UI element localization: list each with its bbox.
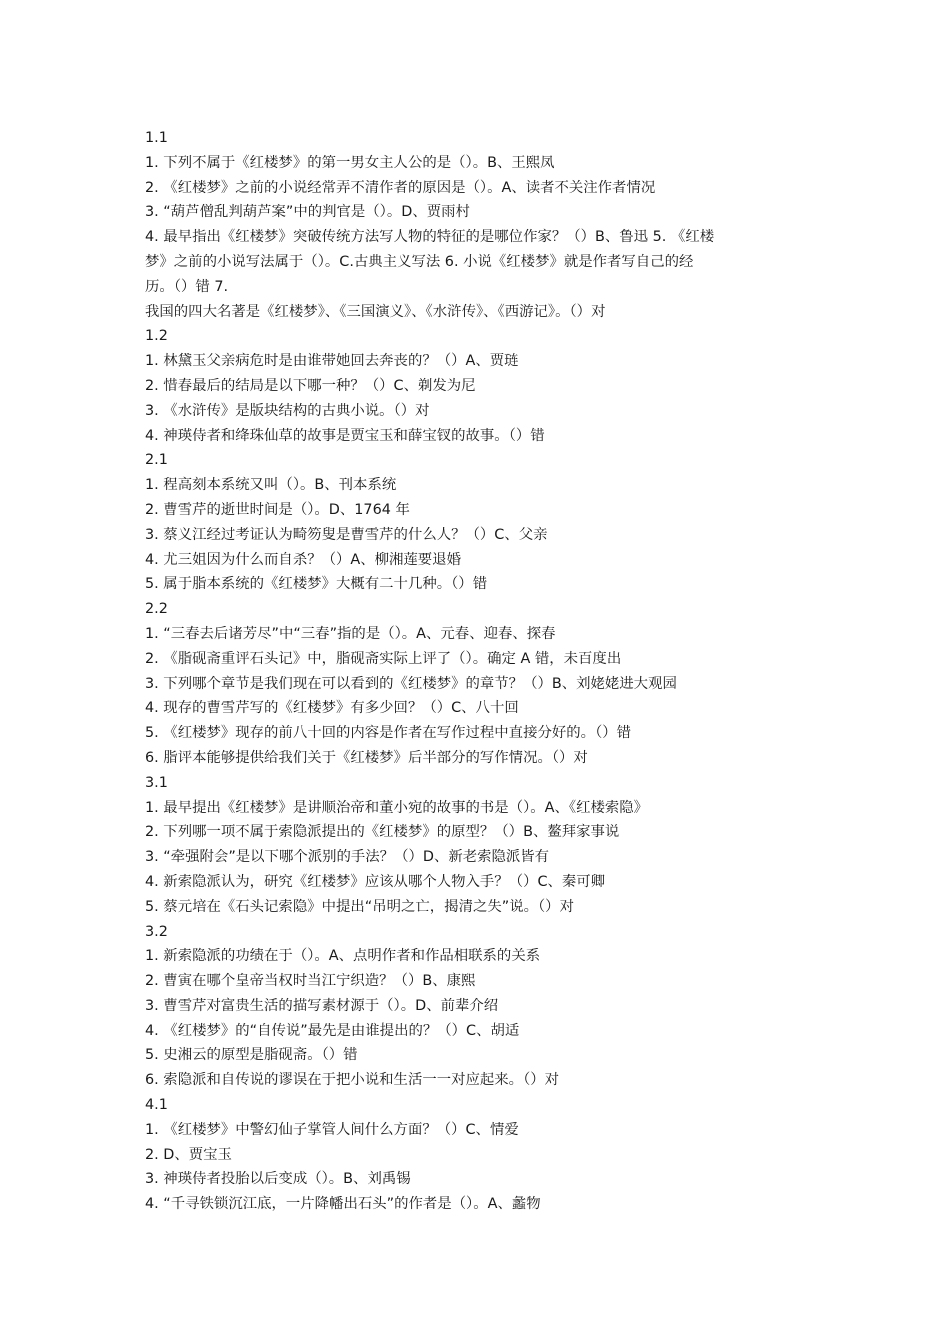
text-line: 4. 《红楼梦》的“自传说”最先是由谁提出的？（）C、胡适 bbox=[145, 1022, 520, 1039]
text-line: 4. “千寻铁锁沉江底，一片降幡出石头”的作者是（）。A、蠡物 bbox=[145, 1196, 541, 1213]
text-line: 4. 尤三姐因为什么而自杀？（）A、柳湘莲要退婚 bbox=[145, 551, 461, 568]
text-line: 我国的四大名著是《红楼梦》、《三国演义》、《水浒传》、《西游记》。（）对 bbox=[145, 303, 606, 320]
text-line: 2. 《脂砚斋重评石头记》中，脂砚斋实际上评了（）。确定 A 错，未百度出 bbox=[145, 650, 622, 667]
text-line: 2. 下列哪一项不属于索隐派提出的《红楼梦》的原型？（）B、鳌拜家事说 bbox=[145, 824, 620, 841]
text-line: 3. 《水浒传》是版块结构的古典小说。（）对 bbox=[145, 402, 430, 419]
text-line: 梦》之前的小说写法属于（）。C.古典主义写法 6. 小说《红楼梦》就是作者写自己的经 bbox=[145, 253, 694, 270]
text-line: 4. 最早指出《红楼梦》突破传统方法写人物的特征的是哪位作家？（）B、鲁迅 5. 《红楼 bbox=[145, 229, 715, 246]
text-line: 3. 神瑛侍者投胎以后变成（）。B、刘禹锡 bbox=[145, 1171, 411, 1188]
text-line: 2. 《红楼梦》之前的小说经常弄不清作者的原因是（）。A、读者不关注作者情况 bbox=[145, 179, 656, 196]
text-line: 3. “葫芦僧乱判葫芦案”中的判官是（）。D、贾雨村 bbox=[145, 204, 470, 221]
text-line: 1. 下列不属于《红楼梦》的第一男女主人公的是（）。B、王熙凤 bbox=[145, 154, 555, 171]
section-heading: 3.1 bbox=[145, 774, 168, 791]
section-heading: 4.1 bbox=[145, 1097, 168, 1114]
text-line: 6. 索隐派和自传说的谬误在于把小说和生活一一对应起来。（）对 bbox=[145, 1072, 560, 1089]
text-line: 2. 惜春最后的结局是以下哪一种？（）C、剃发为尼 bbox=[145, 377, 476, 394]
text-line: 5. 史湘云的原型是脂砚斋。（）错 bbox=[145, 1047, 358, 1064]
document-body bbox=[145, 126, 810, 1217]
text-line: 4. 新索隐派认为，研究《红楼梦》应该从哪个人物入手？（）C、秦可卿 bbox=[145, 873, 606, 890]
text-line: 1. “三春去后诸芳尽”中“三春”指的是（）。A、元春、迎春、探春 bbox=[145, 625, 556, 642]
section-heading: 1.2 bbox=[145, 328, 168, 345]
text-line: 4. 神瑛侍者和绛珠仙草的故事是贾宝玉和薛宝钗的故事。（）错 bbox=[145, 427, 545, 444]
text-line: 1. 《红楼梦》中警幻仙子掌管人间什么方面？（）C、情爱 bbox=[145, 1121, 519, 1138]
text-line: 3. 下列哪个章节是我们现在可以看到的《红楼梦》的章节？（）B、刘姥姥进大观园 bbox=[145, 675, 677, 692]
text-line: 2. D、贾宝玉 bbox=[145, 1146, 232, 1163]
text-line: 1. 林黛玉父亲病危时是由谁带她回去奔丧的？（）A、贾琏 bbox=[145, 353, 519, 370]
text-line: 2. 曹雪芹的逝世时间是（）。D、1764 年 bbox=[145, 501, 410, 518]
text-line: 4. 现存的曹雪芹写的《红楼梦》有多少回？（）C、八十回 bbox=[145, 700, 519, 717]
text-line: 1. 新索隐派的功绩在于（）。A、点明作者和作品相联系的关系 bbox=[145, 948, 541, 965]
section-heading: 2.2 bbox=[145, 601, 168, 618]
text-line: 6. 脂评本能够提供给我们关于《红楼梦》后半部分的写作情况。（）对 bbox=[145, 749, 588, 766]
section-heading: 1.1 bbox=[145, 130, 168, 146]
text-line: 历。（）错 7. bbox=[145, 278, 229, 295]
text-line: 3. 蔡义江经过考证认为畸笏叟是曹雪芹的什么人？（）C、父亲 bbox=[145, 526, 548, 543]
text-line: 3. 曹雪芹对富贵生活的描写素材源于（）。D、前辈介绍 bbox=[145, 997, 499, 1014]
text-line: 5. 《红楼梦》现存的前八十回的内容是作者在写作过程中直接分好的。（）错 bbox=[145, 725, 631, 742]
text-line: 1. 最早提出《红楼梦》是讲顺治帝和董小宛的故事的书是（）。A、《红楼索隐》 bbox=[145, 799, 649, 816]
text-line: 1. 程高刻本系统又叫（）。B、刊本系统 bbox=[145, 477, 397, 494]
text-line: 2. 曹寅在哪个皇帝当权时当江宁织造？（）B、康熙 bbox=[145, 973, 476, 990]
section-heading: 3.2 bbox=[145, 923, 168, 940]
text-line: 5. 属于脂本系统的《红楼梦》大概有二十几种。（）错 bbox=[145, 576, 488, 593]
text-line: 5. 蔡元培在《石头记索隐》中提出“吊明之亡，揭清之失”说。（）对 bbox=[145, 898, 574, 915]
section-heading: 2.1 bbox=[145, 452, 168, 469]
text-line: 3. “牵强附会”是以下哪个派别的手法？（）D、新老索隐派皆有 bbox=[145, 849, 550, 866]
